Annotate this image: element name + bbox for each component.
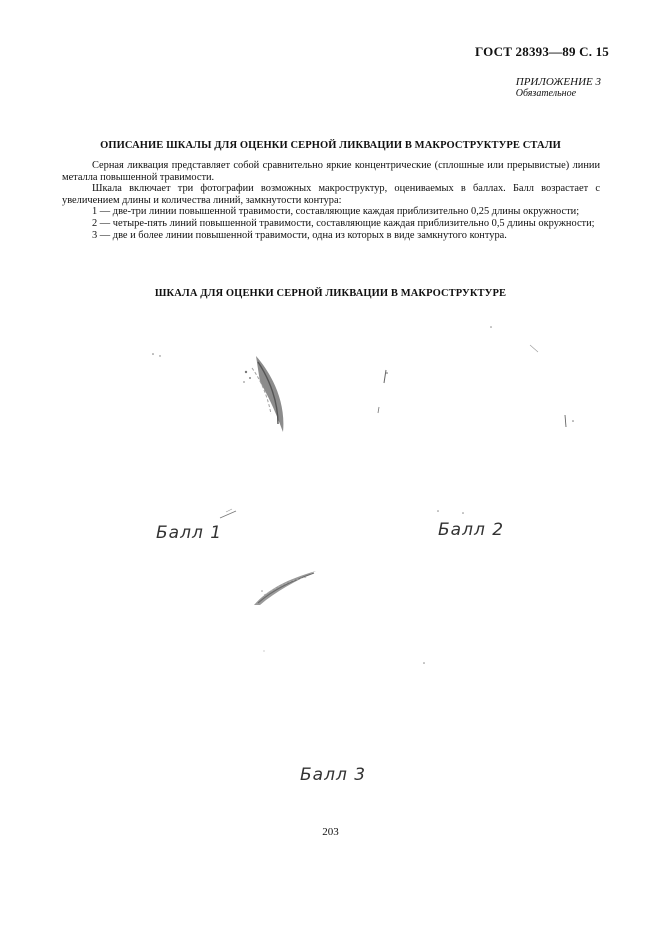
paragraph: 3 — две и более линии повышенной травимости, одна из которых в виде замкнутого контура. — [92, 229, 507, 241]
paragraph: Шкала включает три фотографии возможных макроструктур, оцениваемых в баллах. Балл возрастает с увеличением длины и количества линий, замкнутости контура: — [62, 183, 600, 206]
paragraph: 1 — две-три линии повышенной травимости, составляющие каждая приблизительно 0,25 длины окружности; — [92, 206, 580, 218]
appendix-block — [516, 77, 601, 99]
scale-label-score-1: Балл 1 — [156, 523, 223, 543]
standard-header: ГОСТ 28393—89 С. 15 — [475, 44, 609, 59]
macrostructure-photo-score-3 — [230, 555, 450, 685]
section-title-scale: ШКАЛА ДЛЯ ОЦЕНКИ СЕРНОЙ ЛИКВАЦИИ В МАКРОСТРУКТУРЕ — [154, 288, 507, 299]
macrostructure-photo-score-1 — [140, 340, 310, 540]
appendix-title: ПРИЛОЖЕНИЕ 3 — [515, 76, 601, 88]
appendix-status: Обязательное — [515, 88, 577, 99]
scale-label-score-2: Балл 2 — [438, 520, 505, 540]
macrostructure-photo-score-2 — [360, 315, 590, 525]
paragraph: 2 — четыре-пять линий повышенной травимости, составляющие каждая приблизительно 0,5 длины окружности; — [92, 217, 595, 229]
page-number: 203 — [322, 826, 339, 838]
paragraph: Серная ликвация представляет собой сравнительно яркие концентрические (сплошные или прерывистые) линии металла повышенной травимости. — [62, 160, 600, 183]
scale-label-score-3: Балл 3 — [300, 765, 367, 785]
section-title-description: ОПИСАНИЕ ШКАЛЫ ДЛЯ ОЦЕНКИ СЕРНОЙ ЛИКВАЦИИ В МАКРОСТРУКТУРЕ СТАЛИ — [100, 140, 561, 151]
description-text — [62, 160, 600, 241]
